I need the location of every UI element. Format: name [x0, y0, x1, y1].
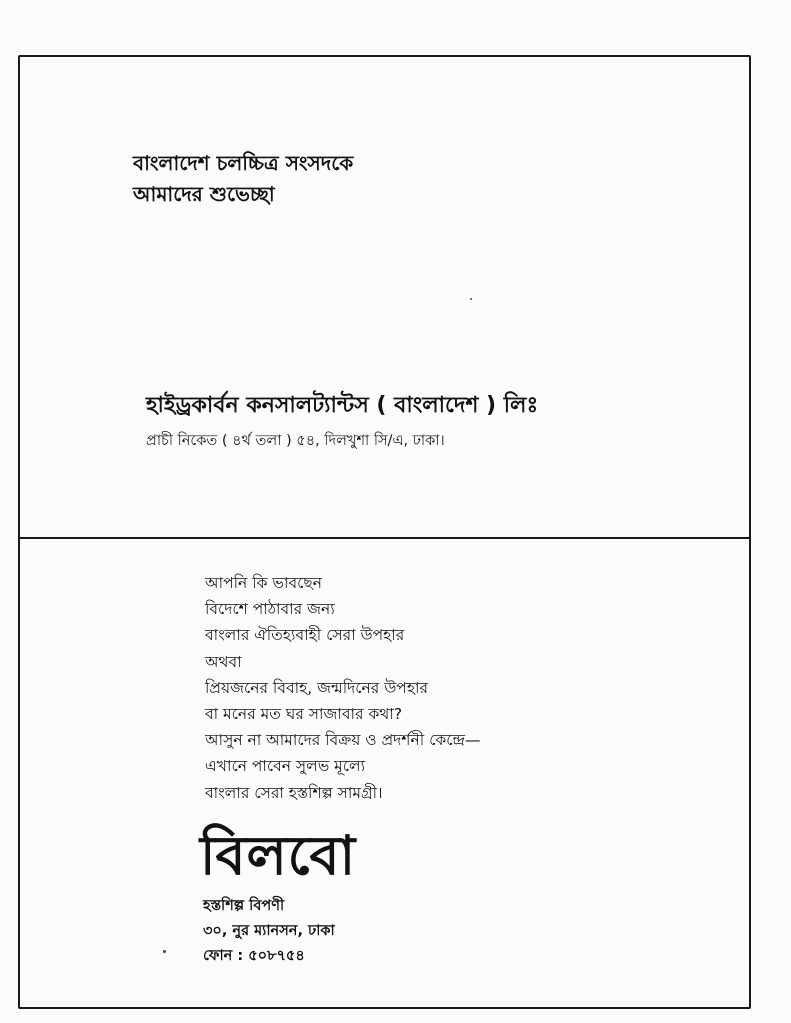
ink-speck: [470, 298, 472, 300]
greeting-line-2: আমাদের শুভেচ্ছা: [133, 182, 275, 206]
page-border: [18, 55, 751, 1009]
section-divider: [18, 537, 751, 539]
advert-line: বা মনের মত ঘর সাজাবার কথা?: [205, 705, 403, 724]
shop-phone: ফোন : ৫০৮৭৫৪: [203, 948, 305, 964]
ink-speck: [163, 950, 166, 953]
advert-line: বাংলার সেরা হস্তশিল্প সামগ্রী।: [205, 783, 383, 802]
shop-info: [203, 894, 335, 969]
advert-line: আপনি কি ভাবছেন: [205, 574, 322, 592]
shop-type: হস্তশিল্প বিপণী: [203, 898, 285, 914]
advert-line: বাংলার ঐতিহ্যবাহী সেরা উপহার: [205, 626, 405, 645]
advert-line: অথবা: [205, 652, 242, 671]
greeting-line-1: বাংলাদেশ চলচ্চিত্র সংসদকে: [133, 151, 354, 175]
advert-line: প্রিয়জনের বিবাহ, জন্মদিনের উপহার: [205, 678, 428, 697]
advert-line: বিদেশে পাঠাবার জন্য: [205, 600, 335, 619]
advert-text: [205, 570, 481, 806]
company-name: হাইড্রকার্বন কনসালট্যান্টস ( বাংলাদেশ ) লিঃ: [146, 393, 539, 418]
brand-name: বিলবো: [200, 824, 357, 887]
company-address: প্রাচী নিকেত ( ৪র্থ তলা ) ৫৪, দিলখুশা সি/এ, ঢাকা।: [146, 433, 445, 449]
greeting-block: [133, 148, 353, 210]
advert-line: এখানে পাবেন সুলভ মূল্যে: [205, 757, 366, 776]
shop-address: ৩০, নুর ম্যানসন, ঢাকা: [203, 923, 335, 939]
advert-line: আসুন না আমাদের বিক্রয় ও প্রদর্শনী কেন্দ্রে—: [205, 731, 481, 750]
